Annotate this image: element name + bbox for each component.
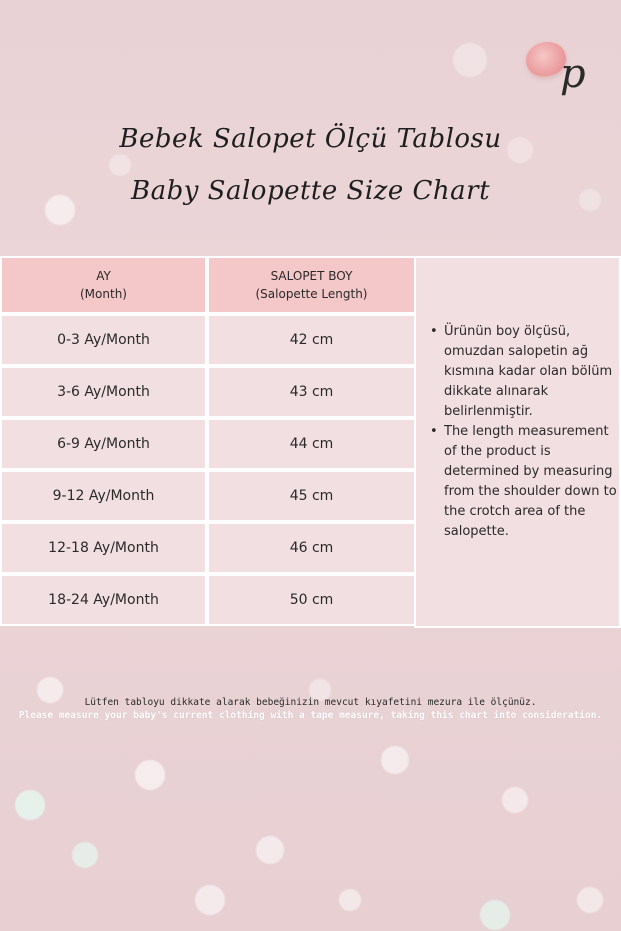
cell-length: 46 cm [207, 522, 416, 574]
page-title-turkish: Bebek Salopet Ölçü Tablosu [119, 124, 502, 154]
note-text-english: The length measurement of the product is determined by measuring from the shoulder down to the crotch area of the salopette. [444, 424, 617, 539]
size-table [0, 256, 416, 626]
cell-month: 3-6 Ay/Month [0, 366, 207, 418]
table-row [0, 366, 416, 418]
header-length-line1: SALOPET BOY [270, 269, 353, 283]
footer-note-english: Please measure your baby's current clothing with a tape measure, taking this chart into consideration. [18, 710, 603, 721]
logo-letter: p [560, 51, 586, 97]
page-title-english: Baby Salopette Size Chart [130, 176, 491, 206]
cell-month: 9-12 Ay/Month [0, 470, 207, 522]
list-item [428, 322, 618, 422]
footer-note-turkish: Lütfen tabloyu dikkate alarak bebeğinizin mevcut kıyafetini mezura ile ölçünüz. [84, 697, 537, 708]
cell-month: 0-3 Ay/Month [0, 314, 207, 366]
header-month-line2: (Month) [80, 287, 127, 301]
bullet-icon: • [430, 324, 438, 339]
cell-length: 44 cm [207, 418, 416, 470]
measurement-notes-panel [414, 256, 621, 628]
bullet-icon: • [430, 424, 438, 439]
notes-list [428, 322, 618, 542]
table-header-row [0, 256, 416, 314]
table-row [0, 314, 416, 366]
header-length [207, 256, 416, 314]
cell-month: 18-24 Ay/Month [0, 574, 207, 626]
table-row [0, 418, 416, 470]
cell-length: 45 cm [207, 470, 416, 522]
cell-length: 43 cm [207, 366, 416, 418]
cell-length: 42 cm [207, 314, 416, 366]
cell-month: 6-9 Ay/Month [0, 418, 207, 470]
brand-logo [522, 24, 592, 104]
table-row [0, 470, 416, 522]
header-month-line1: AY [96, 269, 111, 283]
note-text-turkish: Ürünün boy ölçüsü, omuzdan salopetin ağ kısmına kadar olan bölüm dikkate alınarak belirlenmiştir. [444, 324, 613, 419]
header-month [0, 256, 207, 314]
table-row [0, 522, 416, 574]
cell-month: 12-18 Ay/Month [0, 522, 207, 574]
table-row [0, 574, 416, 626]
header-length-line2: (Salopette Length) [255, 287, 368, 301]
list-item [428, 422, 618, 542]
cell-length: 50 cm [207, 574, 416, 626]
